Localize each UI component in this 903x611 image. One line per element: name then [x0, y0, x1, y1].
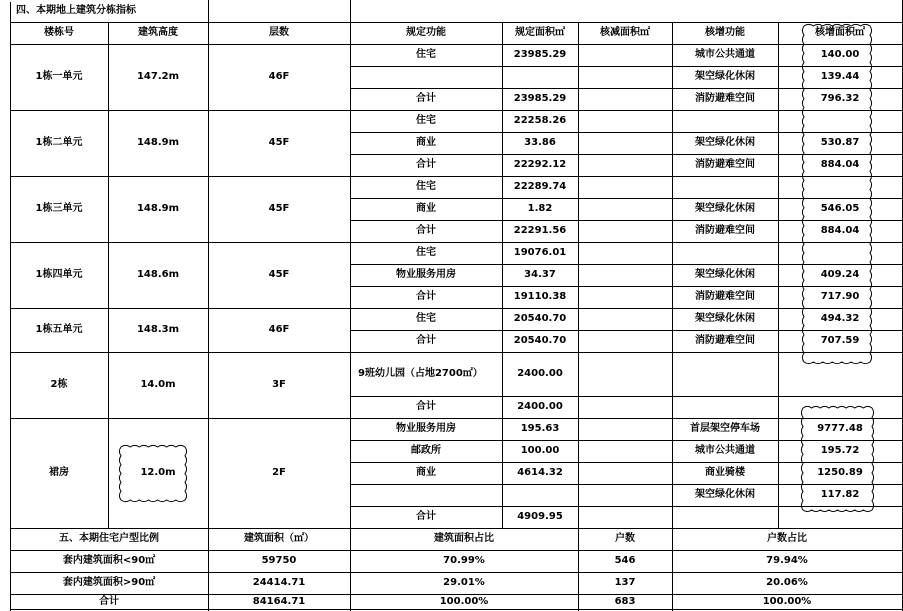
row-line — [350, 440, 903, 441]
group-line — [10, 110, 351, 111]
row-line — [350, 154, 903, 155]
area-cell: 195.63 — [520, 423, 560, 434]
building-height: 148.9m — [136, 137, 180, 148]
grid-line — [778, 22, 779, 529]
function-cell: 住宅 — [416, 181, 436, 192]
section5-cell: 59750 — [261, 555, 297, 566]
increase-function-cell: 架空绿化休闲 — [695, 137, 755, 148]
function-cell: 合计 — [416, 93, 436, 104]
group-line — [10, 528, 351, 529]
increase-function-cell: 消防避难空间 — [695, 93, 755, 104]
area-cell: 33.86 — [524, 137, 556, 148]
area-cell: 2400.00 — [517, 401, 563, 412]
function-cell: 商业 — [416, 203, 436, 214]
building-floors: 46F — [268, 324, 290, 335]
increase-area-cell: 717.90 — [820, 291, 860, 302]
increase-function-cell: 架空绿化休闲 — [695, 489, 755, 500]
function-cell: 合计 — [416, 159, 436, 170]
increase-area-cell: 494.32 — [820, 313, 860, 324]
building-name: 裙房 — [49, 467, 69, 478]
function-cell: 合计 — [416, 225, 436, 236]
increase-function-cell: 架空绿化休闲 — [695, 269, 755, 280]
increase-area-cell: 530.87 — [820, 137, 860, 148]
section5-cell: 20.06% — [766, 577, 808, 588]
row-line — [350, 308, 903, 309]
increase-area-cell: 796.32 — [820, 93, 860, 104]
column-header: 规定功能 — [406, 27, 446, 38]
increase-area-cell: 884.04 — [820, 159, 860, 170]
row-line — [350, 528, 903, 529]
increase-area-cell: 546.05 — [820, 203, 860, 214]
increase-function-cell: 架空绿化休闲 — [695, 313, 755, 324]
increase-function-cell: 消防避难空间 — [695, 159, 755, 170]
row-line — [350, 110, 903, 111]
grid-line — [672, 22, 673, 529]
section5-cell: 100.00% — [439, 596, 489, 607]
section5-vline — [672, 528, 673, 611]
increase-area-cell: 140.00 — [820, 49, 860, 60]
group-line — [10, 242, 351, 243]
increase-area-cell: 1250.89 — [817, 467, 863, 478]
section5-cell: 29.01% — [443, 577, 485, 588]
section5-line — [10, 550, 903, 551]
area-cell: 22292.12 — [513, 159, 567, 170]
increase-function-cell: 城市公共通道 — [695, 445, 755, 456]
function-cell: 合计 — [416, 291, 436, 302]
section5-cell: 137 — [614, 577, 636, 588]
section5-line — [10, 572, 903, 573]
building-height: 148.6m — [136, 269, 180, 280]
building-floors: 45F — [268, 203, 290, 214]
grid-line — [208, 0, 209, 23]
building-height: 148.9m — [136, 203, 180, 214]
column-header: 层数 — [269, 27, 289, 38]
area-cell: 100.00 — [520, 445, 560, 456]
section5-cell: 546 — [614, 555, 636, 566]
increase-area-cell: 117.82 — [820, 489, 860, 500]
column-header: 核减面积㎡ — [600, 27, 650, 38]
header-divider — [10, 22, 903, 23]
section5-vline — [10, 528, 11, 611]
section5-header: 建筑面积占比 — [434, 533, 494, 544]
function-cell: 9班幼儿园（占地2700㎡） — [358, 368, 483, 379]
area-cell: 23985.29 — [513, 49, 567, 60]
building-name: 1栋四单元 — [35, 269, 83, 280]
area-cell: 20540.70 — [513, 335, 567, 346]
group-line — [10, 352, 351, 353]
row-line — [350, 286, 903, 287]
section4-title: 四、本期地上建筑分栋指标 — [16, 5, 136, 16]
column-header: 建筑高度 — [138, 27, 178, 38]
row-line — [350, 220, 903, 221]
building-name: 1栋一单元 — [35, 71, 83, 82]
increase-function-cell: 城市公共通道 — [695, 49, 755, 60]
section5-cell: 合计 — [99, 596, 119, 607]
row-line — [350, 88, 903, 89]
building-name: 1栋二单元 — [35, 137, 83, 148]
group-line — [10, 176, 351, 177]
column-header: 核增面积㎡ — [815, 27, 865, 38]
area-cell: 4614.32 — [517, 467, 563, 478]
function-cell: 物业服务用房 — [396, 269, 456, 280]
row-line — [350, 462, 903, 463]
function-cell: 住宅 — [416, 313, 436, 324]
building-floors: 45F — [268, 269, 290, 280]
row-line — [350, 418, 903, 419]
area-cell: 1.82 — [527, 203, 553, 214]
increase-function-cell: 架空绿化休闲 — [695, 203, 755, 214]
grid-line — [108, 22, 109, 529]
increase-function-cell: 商业骑楼 — [705, 467, 745, 478]
section5-cell: 70.99% — [443, 555, 485, 566]
section5-vline — [350, 528, 351, 611]
row-line — [350, 132, 903, 133]
function-cell: 住宅 — [416, 49, 436, 60]
row-line — [350, 484, 903, 485]
section5-vline — [578, 528, 579, 611]
area-cell: 34.37 — [524, 269, 556, 280]
row-line — [350, 264, 903, 265]
increase-area-cell: 707.59 — [820, 335, 860, 346]
increase-area-cell: 9777.48 — [817, 423, 863, 434]
area-cell: 20540.70 — [513, 313, 567, 324]
header-bottom — [10, 44, 903, 45]
section5-cell: 套内建筑面积>90㎡ — [62, 577, 156, 588]
row-line — [350, 396, 903, 397]
increase-area-cell: 195.72 — [820, 445, 860, 456]
row-line — [350, 66, 903, 67]
area-cell: 19076.01 — [513, 247, 567, 258]
row-line — [350, 176, 903, 177]
grid-line — [10, 2, 11, 529]
building-floors: 2F — [272, 467, 286, 478]
area-cell: 22258.26 — [513, 115, 567, 126]
area-cell: 19110.38 — [513, 291, 567, 302]
row-line — [350, 352, 903, 353]
building-floors: 3F — [272, 379, 286, 390]
building-name: 2栋 — [50, 379, 68, 390]
area-cell: 23985.29 — [513, 93, 567, 104]
increase-area-cell: 139.44 — [820, 71, 860, 82]
group-line — [10, 308, 351, 309]
section5-cell: 683 — [614, 596, 636, 607]
function-cell: 合计 — [416, 511, 436, 522]
increase-function-cell: 架空绿化休闲 — [695, 71, 755, 82]
building-name: 1栋三单元 — [35, 203, 83, 214]
grid-line — [578, 22, 579, 529]
section5-header: 建筑面积（㎡） — [244, 533, 314, 544]
increase-area-cell: 884.04 — [820, 225, 860, 236]
column-header: 核增功能 — [705, 27, 745, 38]
row-line — [350, 330, 903, 331]
area-cell: 22289.74 — [513, 181, 567, 192]
section5-cell: 24414.71 — [252, 577, 306, 588]
function-cell: 邮政所 — [411, 445, 441, 456]
function-cell: 合计 — [416, 401, 436, 412]
row-line — [350, 242, 903, 243]
function-cell: 物业服务用房 — [396, 423, 456, 434]
section5-header: 五、本期住宅户型比例 — [59, 533, 159, 544]
section5-line — [10, 594, 903, 595]
building-name: 1栋五单元 — [35, 324, 83, 335]
increase-function-cell: 消防避难空间 — [695, 335, 755, 346]
function-cell: 商业 — [416, 467, 436, 478]
grid-line — [502, 22, 503, 529]
column-header: 规定面积㎡ — [515, 27, 565, 38]
increase-function-cell: 消防避难空间 — [695, 291, 755, 302]
increase-area-cell: 409.24 — [820, 269, 860, 280]
building-height: 14.0m — [140, 379, 176, 390]
row-line — [350, 506, 903, 507]
section5-cell: 100.00% — [762, 596, 812, 607]
grid-line — [208, 22, 209, 529]
section5-cell: 79.94% — [766, 555, 808, 566]
column-header: 楼栋号 — [44, 27, 74, 38]
building-floors: 45F — [268, 137, 290, 148]
area-cell: 4909.95 — [517, 511, 563, 522]
row-line — [350, 198, 903, 199]
function-cell: 商业 — [416, 137, 436, 148]
function-cell: 住宅 — [416, 247, 436, 258]
section5-header: 户数 — [615, 533, 635, 544]
function-cell: 合计 — [416, 335, 436, 346]
building-height: 12.0m — [140, 467, 176, 478]
section5-vline — [208, 528, 209, 611]
section5-cell: 84164.71 — [252, 596, 306, 607]
building-height: 147.2m — [136, 71, 180, 82]
building-floors: 46F — [268, 71, 290, 82]
group-line — [10, 418, 351, 419]
building-height: 148.3m — [136, 324, 180, 335]
function-cell: 住宅 — [416, 115, 436, 126]
section5-cell: 套内建筑面积<90㎡ — [62, 555, 156, 566]
increase-function-cell: 消防避难空间 — [695, 225, 755, 236]
area-cell: 2400.00 — [517, 368, 563, 379]
area-cell: 22291.56 — [513, 225, 567, 236]
increase-function-cell: 首层架空停车场 — [690, 423, 760, 434]
section5-header: 户数占比 — [767, 533, 807, 544]
